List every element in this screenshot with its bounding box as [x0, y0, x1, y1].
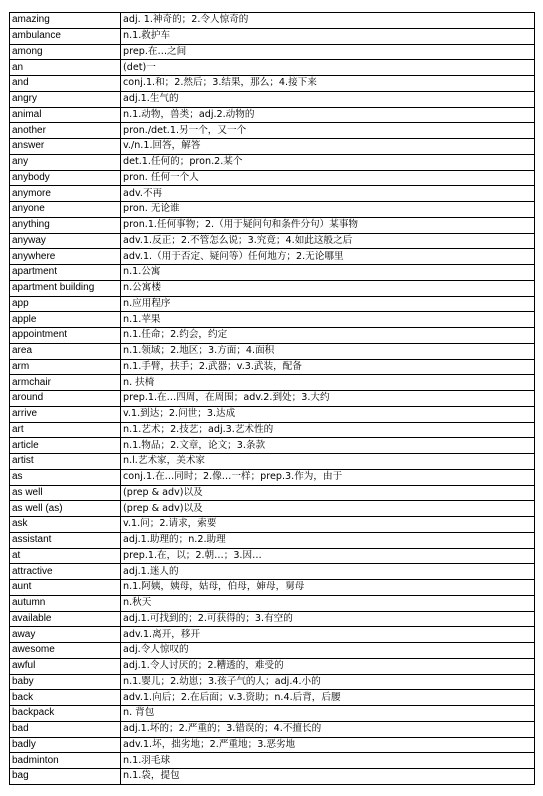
- word-cell: badly: [10, 737, 121, 753]
- definition-cell: adj.1.可找到的；2.可获得的；3.有空的: [121, 611, 535, 627]
- word-cell: artist: [10, 454, 121, 470]
- definition-cell: adv.1.坏，拙劣地；2.严重地；3.恶劣地: [121, 737, 535, 753]
- table-row: [10, 595, 535, 611]
- word-cell: and: [10, 76, 121, 92]
- table-row: [10, 186, 535, 202]
- definition-cell: adv.1.反正；2.不管怎么说；3.究竟；4.如此这般之后: [121, 233, 535, 249]
- table-row: [10, 280, 535, 296]
- definition-cell: n. 背包: [121, 706, 535, 722]
- word-cell: badminton: [10, 753, 121, 769]
- definition-cell: n.1.救护车: [121, 28, 535, 44]
- definition-cell: adj. 1.神奇的；2.令人惊奇的: [121, 13, 535, 29]
- word-cell: available: [10, 611, 121, 627]
- table-row: [10, 391, 535, 407]
- table-row: [10, 296, 535, 312]
- table-row: [10, 627, 535, 643]
- word-cell: anywhere: [10, 249, 121, 265]
- definition-cell: n.1.手臂，扶手；2.武器；v.3.武装，配备: [121, 359, 535, 375]
- word-cell: answer: [10, 139, 121, 155]
- word-cell: ambulance: [10, 28, 121, 44]
- word-cell: armchair: [10, 375, 121, 391]
- word-cell: ask: [10, 517, 121, 533]
- table-row: [10, 753, 535, 769]
- definition-cell: prep.在…之间: [121, 44, 535, 60]
- table-row: [10, 769, 535, 785]
- definition-cell: n.应用程序: [121, 296, 535, 312]
- definition-cell: pron. 无论谁: [121, 202, 535, 218]
- definition-cell: adv.1.向后；2.在后面；v.3.资助；n.4.后背，后腰: [121, 690, 535, 706]
- table-row: [10, 375, 535, 391]
- word-cell: baby: [10, 674, 121, 690]
- word-cell: angry: [10, 91, 121, 107]
- definition-cell: det.1.任何的；pron.2.某个: [121, 154, 535, 170]
- definition-cell: n.1.阿姨，姨母，姑母，伯母，婶母，舅母: [121, 580, 535, 596]
- table-row: [10, 107, 535, 123]
- word-cell: art: [10, 422, 121, 438]
- table-row: [10, 359, 535, 375]
- word-cell: assistant: [10, 532, 121, 548]
- definition-cell: adj.令人惊叹的: [121, 643, 535, 659]
- definition-cell: prep.1.在，以；2.朝…；3.因…: [121, 548, 535, 564]
- table-row: [10, 580, 535, 596]
- table-row: [10, 532, 535, 548]
- table-row: [10, 406, 535, 422]
- word-cell: another: [10, 123, 121, 139]
- definition-cell: prep.1.在…四周，在周围；adv.2.到处；3.大约: [121, 391, 535, 407]
- definition-cell: (prep & adv)以及: [121, 501, 535, 517]
- table-row: [10, 422, 535, 438]
- word-cell: anyone: [10, 202, 121, 218]
- vocabulary-table-body: [10, 13, 535, 785]
- table-row: [10, 44, 535, 60]
- definition-cell: n.1.婴儿；2.幼崽；3.孩子气的人；adj.4.小的: [121, 674, 535, 690]
- definition-cell: n.1.公寓: [121, 265, 535, 281]
- word-cell: amazing: [10, 13, 121, 29]
- word-cell: article: [10, 438, 121, 454]
- word-cell: anyway: [10, 233, 121, 249]
- table-row: [10, 454, 535, 470]
- definition-cell: n.1.领域；2.地区；3.方面；4.面积: [121, 343, 535, 359]
- definition-cell: n.1.苹果: [121, 312, 535, 328]
- table-row: [10, 76, 535, 92]
- word-cell: awful: [10, 658, 121, 674]
- word-cell: anybody: [10, 170, 121, 186]
- table-row: [10, 249, 535, 265]
- word-cell: as: [10, 469, 121, 485]
- definition-cell: v./n.1.回答，解答: [121, 139, 535, 155]
- table-row: [10, 469, 535, 485]
- definition-cell: pron.1.任何事物；2.（用于疑问句和条件分句）某事物: [121, 217, 535, 233]
- word-cell: back: [10, 690, 121, 706]
- table-row: [10, 643, 535, 659]
- definition-cell: n. 扶椅: [121, 375, 535, 391]
- definition-cell: v.1.到达；2.问世；3.达成: [121, 406, 535, 422]
- word-cell: attractive: [10, 564, 121, 580]
- word-cell: bag: [10, 769, 121, 785]
- word-cell: apartment building: [10, 280, 121, 296]
- word-cell: apple: [10, 312, 121, 328]
- table-row: [10, 501, 535, 517]
- definition-cell: pron. 任何一个人: [121, 170, 535, 186]
- definition-cell: n.秋天: [121, 595, 535, 611]
- table-row: [10, 170, 535, 186]
- word-cell: at: [10, 548, 121, 564]
- word-cell: among: [10, 44, 121, 60]
- table-row: [10, 233, 535, 249]
- table-row: [10, 690, 535, 706]
- table-row: [10, 343, 535, 359]
- table-row: [10, 485, 535, 501]
- definition-cell: adj.1.坏的；2.严重的；3.错误的；4.不擅长的: [121, 721, 535, 737]
- word-cell: animal: [10, 107, 121, 123]
- table-row: [10, 706, 535, 722]
- word-cell: arm: [10, 359, 121, 375]
- definition-cell: n.1.任命；2.约会，约定: [121, 328, 535, 344]
- table-row: [10, 564, 535, 580]
- definition-cell: adv.1.离开，移开: [121, 627, 535, 643]
- definition-cell: n.1.艺术；2.技艺；adj.3.艺术性的: [121, 422, 535, 438]
- definition-cell: (prep & adv)以及: [121, 485, 535, 501]
- word-cell: awesome: [10, 643, 121, 659]
- definition-cell: adj.1.迷人的: [121, 564, 535, 580]
- table-row: [10, 674, 535, 690]
- definition-cell: conj.1.和；2.然后；3.结果，那么；4.接下来: [121, 76, 535, 92]
- definition-cell: conj.1.在…同时；2.像…一样；prep.3.作为，由于: [121, 469, 535, 485]
- table-row: [10, 123, 535, 139]
- definition-cell: n.1.袋，提包: [121, 769, 535, 785]
- vocabulary-table: [9, 12, 535, 785]
- table-row: [10, 154, 535, 170]
- table-row: [10, 548, 535, 564]
- table-row: [10, 13, 535, 29]
- word-cell: around: [10, 391, 121, 407]
- table-row: [10, 312, 535, 328]
- word-cell: anymore: [10, 186, 121, 202]
- table-row: [10, 328, 535, 344]
- table-row: [10, 658, 535, 674]
- definition-cell: adv.不再: [121, 186, 535, 202]
- definition-cell: n.公寓楼: [121, 280, 535, 296]
- definition-cell: adj.1.助理的；n.2.助理: [121, 532, 535, 548]
- table-row: [10, 91, 535, 107]
- table-row: [10, 438, 535, 454]
- word-cell: anything: [10, 217, 121, 233]
- word-cell: as well: [10, 485, 121, 501]
- word-cell: an: [10, 60, 121, 76]
- word-cell: backpack: [10, 706, 121, 722]
- definition-cell: n.1.动物，兽类；adj.2.动物的: [121, 107, 535, 123]
- definition-cell: adj.1.令人讨厌的；2.糟透的，难受的: [121, 658, 535, 674]
- word-cell: arrive: [10, 406, 121, 422]
- word-cell: as well (as): [10, 501, 121, 517]
- table-row: [10, 60, 535, 76]
- table-row: [10, 737, 535, 753]
- table-row: [10, 217, 535, 233]
- word-cell: any: [10, 154, 121, 170]
- word-cell: bad: [10, 721, 121, 737]
- word-cell: autumn: [10, 595, 121, 611]
- table-row: [10, 202, 535, 218]
- word-cell: app: [10, 296, 121, 312]
- table-row: [10, 28, 535, 44]
- table-row: [10, 721, 535, 737]
- table-row: [10, 265, 535, 281]
- definition-cell: n.l.艺术家，美术家: [121, 454, 535, 470]
- definition-cell: pron./det.1.另一个，又一个: [121, 123, 535, 139]
- table-row: [10, 611, 535, 627]
- word-cell: apartment: [10, 265, 121, 281]
- word-cell: aunt: [10, 580, 121, 596]
- definition-cell: adv.1.（用于否定、疑问等）任何地方；2.无论哪里: [121, 249, 535, 265]
- word-cell: appointment: [10, 328, 121, 344]
- definition-cell: n.1.物品；2.文章，论文；3.条款: [121, 438, 535, 454]
- word-cell: area: [10, 343, 121, 359]
- word-cell: away: [10, 627, 121, 643]
- table-row: [10, 517, 535, 533]
- definition-cell: (det)一: [121, 60, 535, 76]
- definition-cell: adj.1.生气的: [121, 91, 535, 107]
- definition-cell: v.1.问；2.请求，索要: [121, 517, 535, 533]
- definition-cell: n.1.羽毛球: [121, 753, 535, 769]
- table-row: [10, 139, 535, 155]
